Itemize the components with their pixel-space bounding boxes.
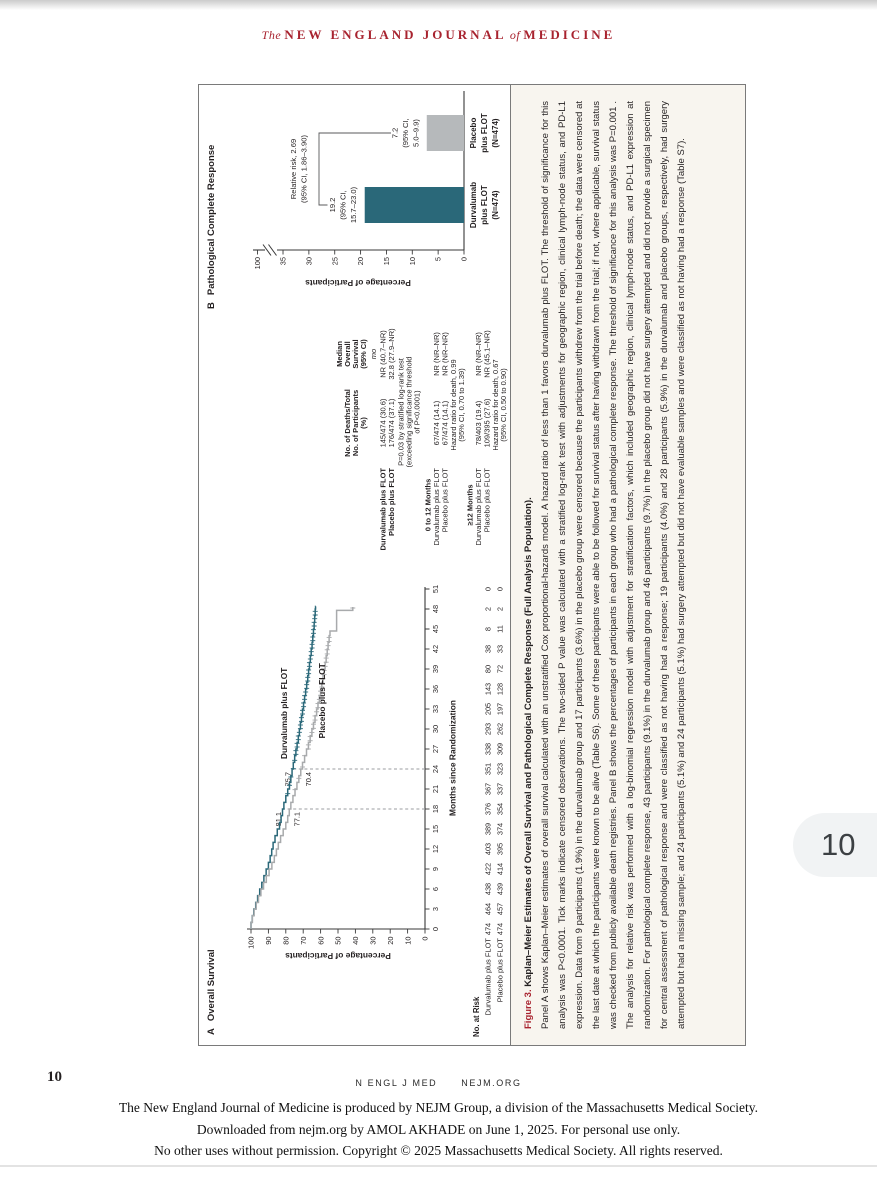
stats-section-title: 0 to 12 Months bbox=[423, 478, 433, 532]
landmark-value: 81.1 bbox=[273, 811, 283, 827]
stats-pvalue-note: (exceeding significance threshold bbox=[404, 356, 414, 468]
y-tick-label: 30 bbox=[304, 257, 314, 266]
bar-value-label: 15.7–23.0) bbox=[349, 186, 359, 224]
bar-group-label: Durvalumab bbox=[469, 181, 478, 229]
landmark-value: 77.1 bbox=[292, 811, 302, 827]
stats-hazard-note: (95% CI, 0.70 to 1.39) bbox=[457, 368, 466, 442]
risk-count: 474 bbox=[495, 922, 505, 936]
bar-group-label: plus FLOT bbox=[480, 185, 489, 225]
x-tick-label: 39 bbox=[431, 664, 440, 674]
stats-deaths: 145/474 (30.6) bbox=[378, 398, 388, 448]
stats-median: NR (NR–NR) bbox=[440, 332, 450, 376]
y-tick-label: 80 bbox=[281, 936, 291, 945]
x-tick-label: 9 bbox=[431, 866, 440, 872]
bar-placebo bbox=[427, 115, 464, 151]
series-label-durvalumab: Durvalumab plus FLOT bbox=[279, 667, 289, 759]
stats-row-label: Placebo plus FLOT bbox=[387, 468, 396, 536]
y-tick-label: 50 bbox=[333, 936, 343, 945]
x-tick-label: 27 bbox=[431, 744, 440, 754]
km-curve-0 bbox=[251, 606, 316, 929]
relative-risk-label: Relative risk, 2.69 bbox=[289, 138, 298, 200]
stats-hazard-note: Hazard ratio for death, 0.67 bbox=[491, 359, 500, 451]
x-tick-label: 0 bbox=[431, 926, 440, 932]
risk-count: 367 bbox=[483, 782, 493, 796]
page-number: 10 bbox=[47, 1069, 62, 1085]
risk-count: 439 bbox=[495, 882, 505, 896]
risk-row-label: Placebo plus FLOT bbox=[495, 938, 505, 1003]
relative-risk-label: (95% CI, 1.86–3.90) bbox=[299, 135, 309, 203]
x-tick-label: 36 bbox=[431, 684, 440, 694]
masthead-of: of bbox=[509, 28, 521, 42]
km-curve-1 bbox=[251, 607, 353, 929]
risk-count: 376 bbox=[483, 802, 493, 816]
kaplan-meier-chart bbox=[199, 575, 510, 1045]
bar-value-label: (95% CI, bbox=[400, 118, 410, 148]
x-tick-label: 12 bbox=[431, 844, 440, 854]
stats-hazard-note: Hazard ratio for death, 0.99 bbox=[449, 359, 458, 451]
y-tick-label: 20 bbox=[356, 257, 366, 266]
running-foot-site: NEJM.ORG bbox=[461, 1078, 522, 1088]
y-tick-label: 15 bbox=[382, 257, 392, 266]
y-axis-title: Percentage of Participants bbox=[305, 278, 411, 288]
risk-count: 2 bbox=[495, 606, 505, 612]
risk-count: 414 bbox=[495, 862, 505, 876]
risk-count: 38 bbox=[483, 644, 493, 654]
y-tick-label: 5 bbox=[433, 257, 443, 262]
running-foot-journal: N ENGL J MED bbox=[355, 1078, 438, 1088]
x-tick-label: 3 bbox=[431, 906, 440, 912]
masthead-title-1: NEW ENGLAND JOURNAL bbox=[284, 27, 507, 42]
stats-deaths: 67/474 (14.1) bbox=[432, 400, 441, 446]
risk-count: 309 bbox=[495, 742, 505, 756]
stats-hazard-note: (95% CI, 0.50 to 0.90) bbox=[499, 368, 508, 442]
panel-b-letter: B bbox=[206, 302, 217, 309]
y-tick-label: 10 bbox=[407, 257, 417, 266]
risk-count: 464 bbox=[483, 902, 493, 916]
x-axis-title: Months since Randomization bbox=[447, 700, 458, 816]
risk-count: 0 bbox=[483, 586, 493, 592]
risk-count: 457 bbox=[495, 902, 505, 916]
stats-median: NR (NR–NR) bbox=[474, 332, 483, 376]
x-tick-label: 30 bbox=[431, 724, 440, 734]
landmark-value: 75.7 bbox=[283, 771, 293, 787]
bar-durvalumab bbox=[365, 187, 464, 223]
stats-deaths: 78/403 (19.4) bbox=[474, 400, 483, 446]
risk-count: 0 bbox=[495, 586, 505, 592]
bar-value-label: (95% CI, bbox=[338, 190, 348, 220]
stats-deaths: 109/395 (27.6) bbox=[482, 398, 492, 448]
risk-count: 197 bbox=[495, 702, 505, 716]
stats-col1-header: (%) bbox=[359, 417, 368, 429]
caption-title-line bbox=[520, 101, 537, 1029]
figure-panels bbox=[199, 85, 510, 1045]
masthead-the: The bbox=[261, 28, 282, 42]
stats-pvalue-note: of P<0.0001) bbox=[412, 390, 422, 434]
stats-median: 32.8 (27.9–NR) bbox=[387, 328, 396, 380]
x-tick-label: 24 bbox=[431, 764, 440, 774]
risk-count: 422 bbox=[483, 862, 493, 876]
y-tick-label: 90 bbox=[264, 936, 274, 945]
bar-value-label: 19.2 bbox=[328, 197, 338, 213]
stats-row-label: Durvalumab plus FLOT bbox=[432, 468, 441, 546]
caption-body: Panel A shows Kaplan–Meier estimates of overall survival calculated with an unstratified Cox proportional-hazards model. A hazard ratio of less than 1 favors durvalumab plus FLOT. The threshold of significance for this analysis was P<0.0001. Tick marks indicate censored observations. The two-sided P value was calculated with a stratified log-rank test with adjustments for geographic region, clinical lymph-node status, and PD-L1 expression. Data from 9 participants (1.9%) in the durvalumab group and 17 participants (3.6%) in the placebo group were censored because the participants withdrew from the trial before death; the data were censored at the last date at which the participants were known to be alive (Table S6). Some of these participants were able to be followed for survival status after having withdrawn from the trial; if not, where applicable, survival status was checked from publicly available death registries. Panel B shows the percentages of participants in each group who had a pathological complete response. The threshold of significance for this analysis was P=0.001 . The analysis for relative risk was performed with a log-binomial regression model with adjustment for stratification factors, which included geographic region, clinical lymph-node status, and PD-L1 expression at randomization. For pathological complete response, 43 participants (9.1%) in the durvalumab group and 46 participants (9.7%) in the placebo group did not have surgery attempted and did not provide a surgical specimen for central assessment of pathological response and were classified as not having had a response; 19 participants (4.0%) and 28 participants (5.9%) in the durvalumab and placebo groups, respectively, had surgery attempted but had a missing sample; and 24 participants (5.1%) and 24 participants (5.1%) had surgery attempted but did not have evaluable samples and were classified as not having had a response (Table S7). bbox=[540, 101, 687, 1029]
risk-count: 338 bbox=[483, 742, 493, 756]
survival-stats-table bbox=[199, 317, 510, 575]
y-tick-label: 10 bbox=[403, 936, 413, 945]
figure-caption bbox=[510, 85, 745, 1045]
y-axis-title: Percentage of Participants bbox=[285, 951, 391, 961]
caption-figure-label: Figure 3. bbox=[523, 989, 534, 1029]
bar-value-label: 5.0–9.9) bbox=[411, 119, 421, 147]
x-tick-label: 51 bbox=[431, 584, 440, 594]
stats-median: NR (45.1–NR) bbox=[482, 330, 492, 378]
stats-col2-header: Median bbox=[335, 341, 344, 367]
bar-group-label: Placebo bbox=[469, 117, 478, 149]
y-tick-label: 35 bbox=[278, 257, 288, 266]
y-tick-label: 30 bbox=[368, 936, 378, 945]
y-tick-label: 60 bbox=[316, 936, 326, 945]
risk-count: 128 bbox=[495, 682, 505, 696]
x-tick-label: 42 bbox=[431, 644, 440, 654]
y-tick-label: 25 bbox=[330, 257, 340, 266]
stats-deaths: 176/474 (37.1) bbox=[387, 398, 396, 448]
risk-count: 403 bbox=[483, 842, 493, 856]
y-tick-label: 100 bbox=[253, 257, 262, 270]
risk-count: 262 bbox=[495, 722, 505, 736]
risk-count: 474 bbox=[483, 922, 493, 936]
stats-section-title: ≥12 Months bbox=[465, 484, 475, 526]
risk-count: 8 bbox=[483, 626, 493, 632]
series-label-placebo: Placebo plus FLOT bbox=[317, 663, 327, 739]
risk-row-label: Durvalumab plus FLOT bbox=[483, 938, 493, 1016]
panel-b-title-text: Pathological Complete Response bbox=[206, 144, 217, 296]
stats-median: NR (40.7–NR) bbox=[378, 330, 388, 378]
risk-count: 80 bbox=[483, 664, 493, 674]
risk-count: 438 bbox=[483, 882, 493, 896]
y-tick-label: 100 bbox=[246, 936, 256, 949]
risk-count: 143 bbox=[483, 682, 493, 696]
stats-unit: mo bbox=[369, 348, 378, 360]
y-tick-label: 0 bbox=[420, 936, 430, 941]
stats-pvalue-note: P=0.03 by stratified log-rank test bbox=[396, 358, 406, 466]
stats-row-label: Durvalumab plus FLOT bbox=[474, 468, 483, 546]
bar-value-label: 7.2 bbox=[390, 127, 400, 139]
x-tick-label: 18 bbox=[431, 804, 440, 814]
stats-col2-header: Survival bbox=[351, 339, 360, 369]
risk-count: 33 bbox=[495, 644, 505, 654]
stats-col1-header: No. of Deaths/Total bbox=[343, 389, 352, 457]
stats-col1-header: No. of Participants bbox=[351, 389, 360, 457]
stats-row-label: Durvalumab plus FLOT bbox=[378, 468, 388, 551]
stats-col2-header: (95% CI) bbox=[359, 339, 368, 369]
stats-row-label: Placebo plus FLOT bbox=[482, 468, 492, 533]
risk-count: 374 bbox=[495, 822, 505, 836]
risk-count: 2 bbox=[483, 606, 493, 612]
panel-a-title-text: Overall Survival bbox=[206, 949, 217, 1022]
x-tick-label: 33 bbox=[431, 704, 440, 714]
y-tick-label: 70 bbox=[298, 936, 308, 945]
bar-group-label: (N=474) bbox=[491, 118, 500, 148]
panel-a-letter: A bbox=[206, 1028, 217, 1035]
pcr-bar-chart bbox=[199, 85, 510, 317]
risk-count: 72 bbox=[495, 664, 505, 674]
x-tick-label: 15 bbox=[431, 824, 440, 834]
risk-count: 389 bbox=[483, 822, 493, 836]
scan-edge-shade bbox=[0, 0, 877, 10]
y-tick-label: 40 bbox=[351, 936, 361, 945]
stats-row-label: Placebo plus FLOT bbox=[440, 468, 450, 533]
risk-count: 337 bbox=[495, 782, 505, 796]
stats-deaths: 67/474 (14.1) bbox=[440, 400, 450, 446]
risk-count: 395 bbox=[495, 842, 505, 856]
risk-count: 323 bbox=[495, 762, 505, 776]
viewer-page-badge[interactable]: 10 bbox=[793, 813, 877, 877]
figure-3-box bbox=[198, 84, 746, 1046]
risk-count: 293 bbox=[483, 722, 493, 736]
stats-median: NR (NR–NR) bbox=[432, 332, 441, 376]
x-tick-label: 6 bbox=[431, 886, 440, 892]
footer-line: The New England Journal of Medicine is produced by NEJM Group, a division of the Massachusetts Medical Society. bbox=[118, 1100, 759, 1115]
x-tick-label: 21 bbox=[431, 784, 440, 794]
masthead-title-2: MEDICINE bbox=[523, 27, 616, 42]
footer-line: Downloaded from nejm.org by AMOL AKHADE on June 1, 2025. For personal use only. bbox=[196, 1121, 681, 1137]
stats-col2-header: Overall bbox=[343, 341, 352, 367]
y-tick-label: 20 bbox=[385, 936, 395, 945]
risk-count: 205 bbox=[483, 702, 493, 716]
risk-table-title: No. at Risk bbox=[472, 996, 481, 1037]
caption-title-text: Kaplan–Meier Estimates of Overall Survival and Pathological Complete Response (Full Analysis Population). bbox=[523, 497, 534, 990]
risk-count: 351 bbox=[483, 762, 493, 776]
risk-count: 354 bbox=[495, 802, 505, 816]
journal-masthead bbox=[0, 27, 877, 43]
copyright-footer bbox=[0, 1097, 877, 1162]
x-tick-label: 48 bbox=[431, 604, 440, 614]
risk-count: 11 bbox=[495, 625, 505, 633]
footer-line: No other uses without permission. Copyright © 2025 Massachusetts Medical Society. All rights reserved. bbox=[154, 1143, 723, 1158]
running-foot bbox=[0, 1078, 877, 1088]
bar-group-label: plus FLOT bbox=[480, 113, 489, 153]
x-tick-label: 45 bbox=[431, 624, 440, 634]
bar-group-label: (N=474) bbox=[491, 190, 500, 220]
viewer-bottom-divider bbox=[0, 1165, 877, 1167]
y-tick-label: 0 bbox=[459, 257, 469, 262]
landmark-value: 70.4 bbox=[304, 771, 314, 787]
